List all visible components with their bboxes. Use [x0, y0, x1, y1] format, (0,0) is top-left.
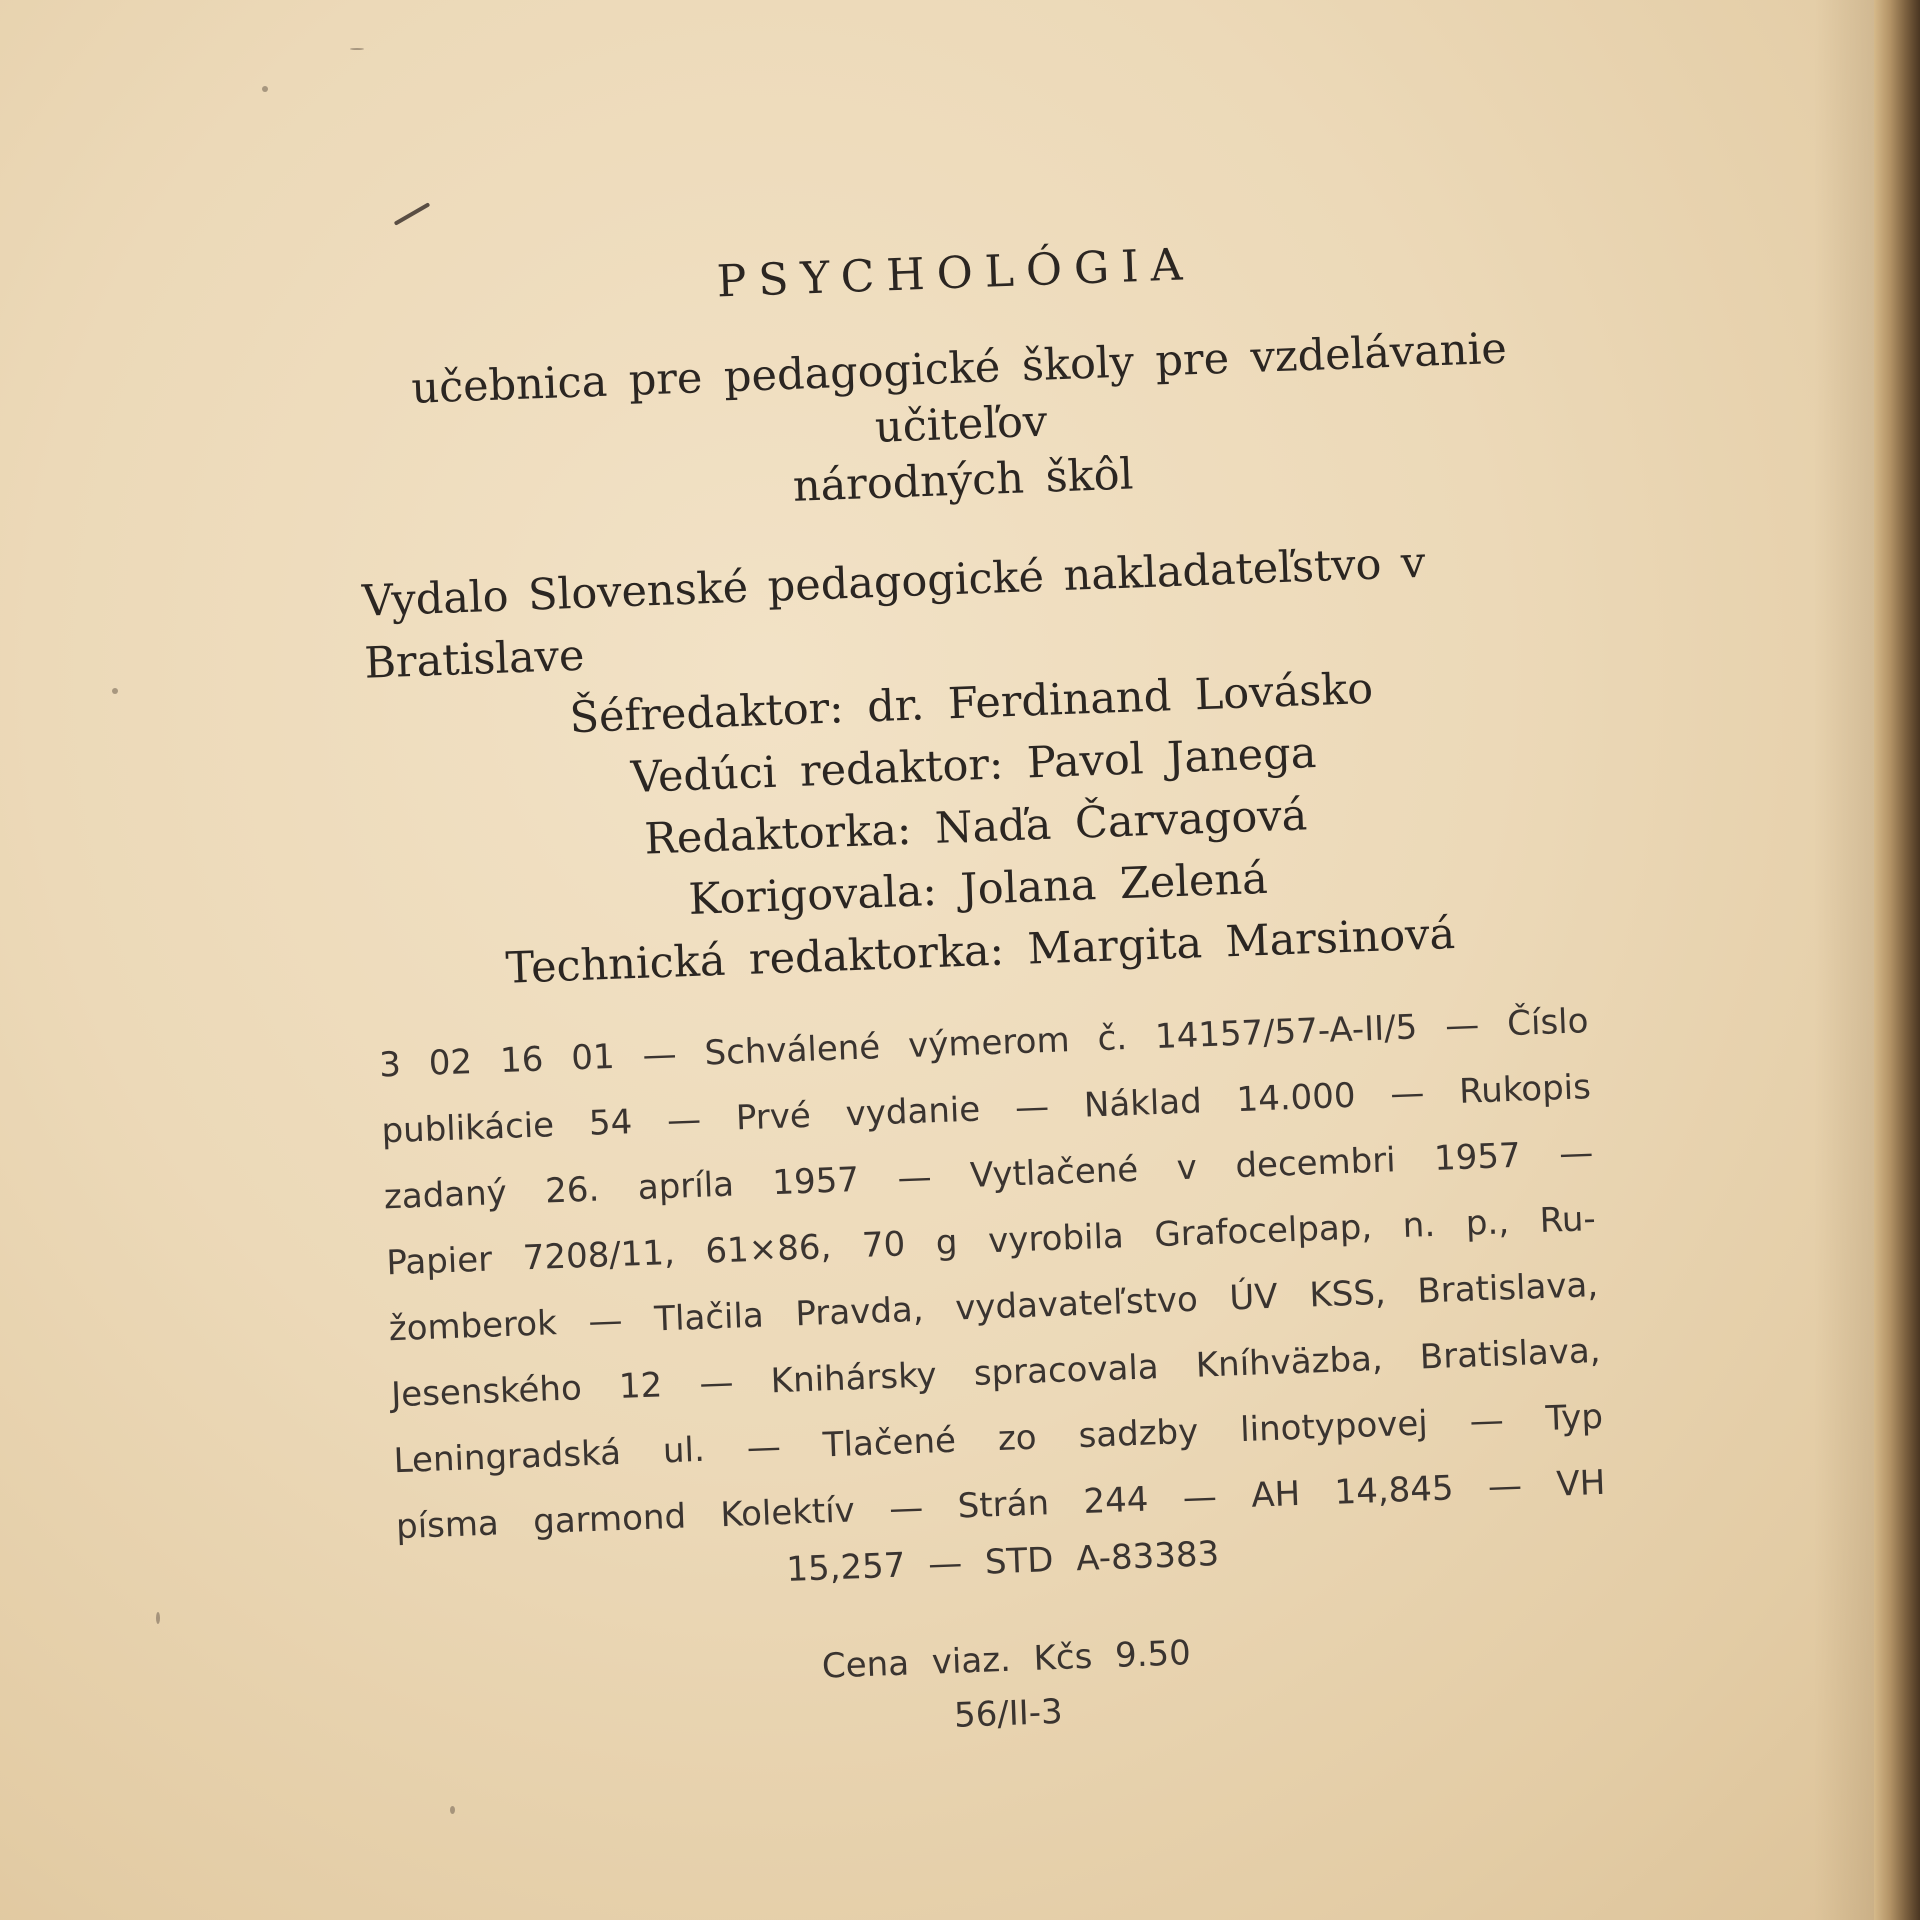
proofreader-line: Korigovala: Jolana Zelená [687, 853, 1269, 925]
imprint-paragraph [378, 988, 1607, 1560]
imprint-line: publikácie 54 — Prvé vydanie — Náklad 14.000 — Rukopis [380, 1067, 1592, 1152]
book-subtitle [353, 319, 1568, 531]
paper-speck [350, 48, 364, 50]
paper-speck [112, 688, 118, 694]
subtitle-line: národných škôl [792, 449, 1135, 512]
lead-editor-line: Vedúci redaktor: Pavol Janega [629, 727, 1318, 804]
price-line: Cena viaz. Kčs 9.50 [821, 1633, 1192, 1687]
book-title: PSYCHOLÓGIA [715, 239, 1196, 308]
paper-speck [262, 86, 268, 92]
paper-speck [156, 1612, 160, 1624]
pencil-mark [394, 202, 431, 225]
imprint-line: Papier 7208/11, 61×86, 70 g vyrobila Grafocelpap, n. p., Ru- [385, 1199, 1597, 1284]
imprint-line: písma garmond Kolektív — Strán 244 — AH 14,845 — VH [395, 1462, 1607, 1548]
colophon [350, 226, 1614, 1756]
imprint-line: žomberok — Tlačila Pravda, vydavateľstvo ÚV KSS, Bratislava, [388, 1264, 1599, 1350]
subtitle-line: učebnica pre pedagogické školy pre vzdelávanie učiteľov [410, 323, 1508, 453]
spine-shadow [1814, 0, 1874, 1920]
imprint-line: Jesenského 12 — Knihársky spracovala Kníhväzba, Bratislava, [390, 1330, 1602, 1416]
imprint-line: 3 02 16 01 — Schválené výmerom č. 14157/57-A-II/5 — Číslo [378, 1001, 1590, 1086]
imprint-line: zadaný 26. apríla 1957 — Vytlačené v decembri 1957 — [383, 1133, 1594, 1218]
chief-editor-line: Šéfredaktor: dr. Ferdinand Lovásko [568, 663, 1374, 744]
publisher-line: Vydalo Slovenské pedagogické nakladateľstvo v Bratislave [361, 537, 1427, 689]
credits [361, 526, 1586, 1004]
editor-line: Redaktorka: Naďa Čarvagová [643, 790, 1309, 865]
technical-editor-line: Technická redaktorka: Margita Marsinová [504, 908, 1456, 994]
book-spine [1874, 0, 1920, 1920]
std-line: 15,257 — STD A-83383 [785, 1534, 1220, 1590]
imprint-line: Leningradská ul. — Tlačené zo sadzby linotypovej — Typ [392, 1396, 1604, 1482]
paper-speck [450, 1806, 455, 1814]
catalog-code: 56/II-3 [953, 1691, 1064, 1736]
